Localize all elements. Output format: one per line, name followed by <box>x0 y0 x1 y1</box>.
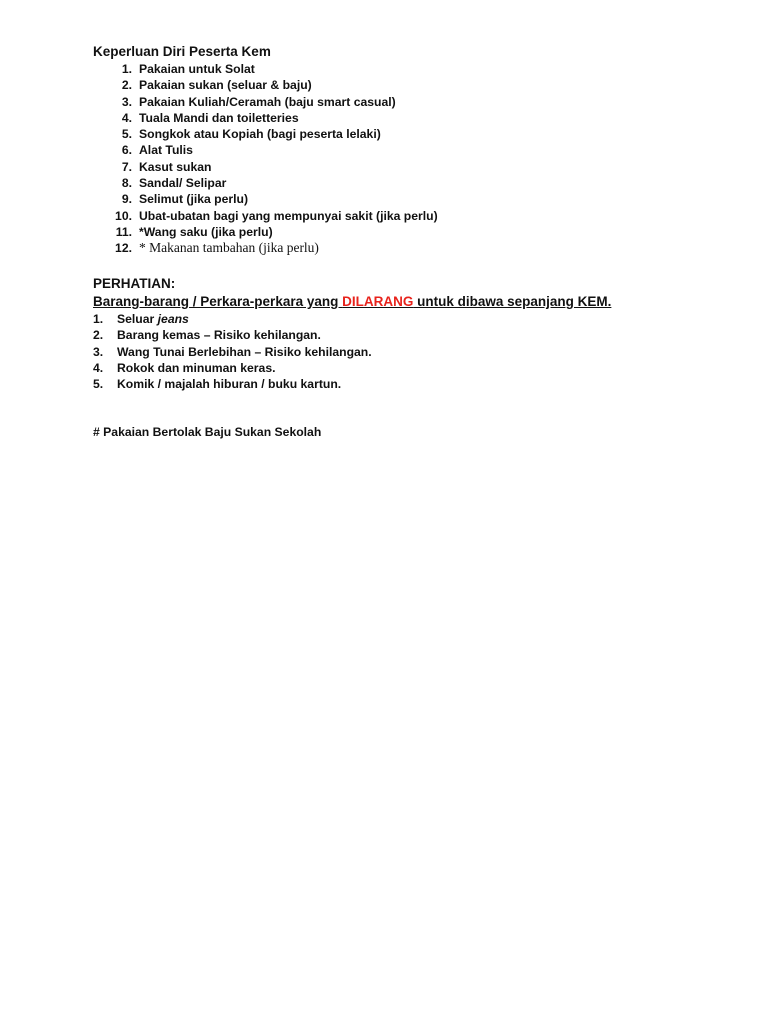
item-text: Songkok atau Kopiah (bagi peserta lelaki) <box>139 127 381 142</box>
warning-text-before: Barang-barang / Perkara-perkara yang <box>93 294 343 309</box>
item-number: 3. <box>121 94 132 109</box>
item-text: Pakaian Kuliah/Ceramah (baju smart casual) <box>139 94 396 109</box>
item-text: Komik / majalah hiburan / buku kartun. <box>117 377 342 392</box>
item-text: *Wang saku (jika perlu) <box>139 224 273 239</box>
item-text-plain: Seluar <box>117 312 158 326</box>
item-number: 8. <box>121 176 132 191</box>
item-number: 10. <box>115 208 132 223</box>
list-item <box>0 224 768 240</box>
list-item <box>0 191 768 207</box>
item-number: 1. <box>93 312 104 326</box>
item-text: Alat Tulis <box>139 143 193 158</box>
item-text-italic: jeans <box>157 312 189 326</box>
prohibited-warning <box>93 293 611 311</box>
warning-text-after: untuk dibawa sepanjang KEM. <box>413 294 612 309</box>
item-text: Rokok dan minuman keras. <box>117 360 276 375</box>
item-number: 5. <box>93 377 104 392</box>
list-item <box>0 94 768 110</box>
item-text: Selimut (jika perlu) <box>139 192 249 207</box>
list-item <box>0 327 768 343</box>
item-number: 4. <box>93 360 104 375</box>
item-number: 9. <box>121 192 132 207</box>
list-item <box>0 376 768 392</box>
document-title: Keperluan Diri Peserta Kem <box>93 44 271 59</box>
item-text: Barang kemas – Risiko kehilangan. <box>117 328 321 343</box>
item-text: Kasut sukan <box>139 159 212 174</box>
item-number: 3. <box>93 344 104 359</box>
item-number: 4. <box>121 110 132 125</box>
item-text: Wang Tunai Berlebihan – Risiko kehilangan. <box>117 344 372 359</box>
list-item <box>0 159 768 175</box>
item-text: Pakaian sukan (seluar & baju) <box>139 78 312 93</box>
item-number: 11. <box>115 224 132 239</box>
list-item <box>0 175 768 191</box>
item-number: 7. <box>121 159 132 174</box>
prohibited-list <box>0 311 768 392</box>
item-number: 6. <box>121 143 132 158</box>
list-item <box>0 240 768 256</box>
list-item <box>0 110 768 126</box>
warning-highlight: DILARANG <box>342 294 414 309</box>
list-item <box>0 77 768 93</box>
list-item <box>0 126 768 142</box>
list-item <box>0 311 768 327</box>
item-text: * Makanan tambahan (jika perlu) <box>139 240 319 256</box>
list-item <box>0 360 768 376</box>
item-number: 12. <box>115 241 132 256</box>
item-number: 1. <box>121 62 132 76</box>
list-item <box>0 208 768 224</box>
list-item <box>0 344 768 360</box>
footnote: # Pakaian Bertolak Baju Sukan Sekolah <box>93 425 322 439</box>
item-number: 5. <box>121 127 132 142</box>
list-item <box>0 61 768 77</box>
notice-heading: PERHATIAN: <box>93 276 176 291</box>
item-text: Pakaian untuk Solat <box>139 62 255 76</box>
requirements-list <box>0 61 768 257</box>
list-item <box>0 142 768 158</box>
item-text: Sandal/ Selipar <box>139 176 227 191</box>
item-text <box>117 311 189 327</box>
item-text: Tuala Mandi dan toiletteries <box>139 110 299 125</box>
item-number: 2. <box>121 78 132 93</box>
item-number: 2. <box>93 328 104 343</box>
item-text: Ubat-ubatan bagi yang mempunyai sakit (jika perlu) <box>139 208 438 223</box>
